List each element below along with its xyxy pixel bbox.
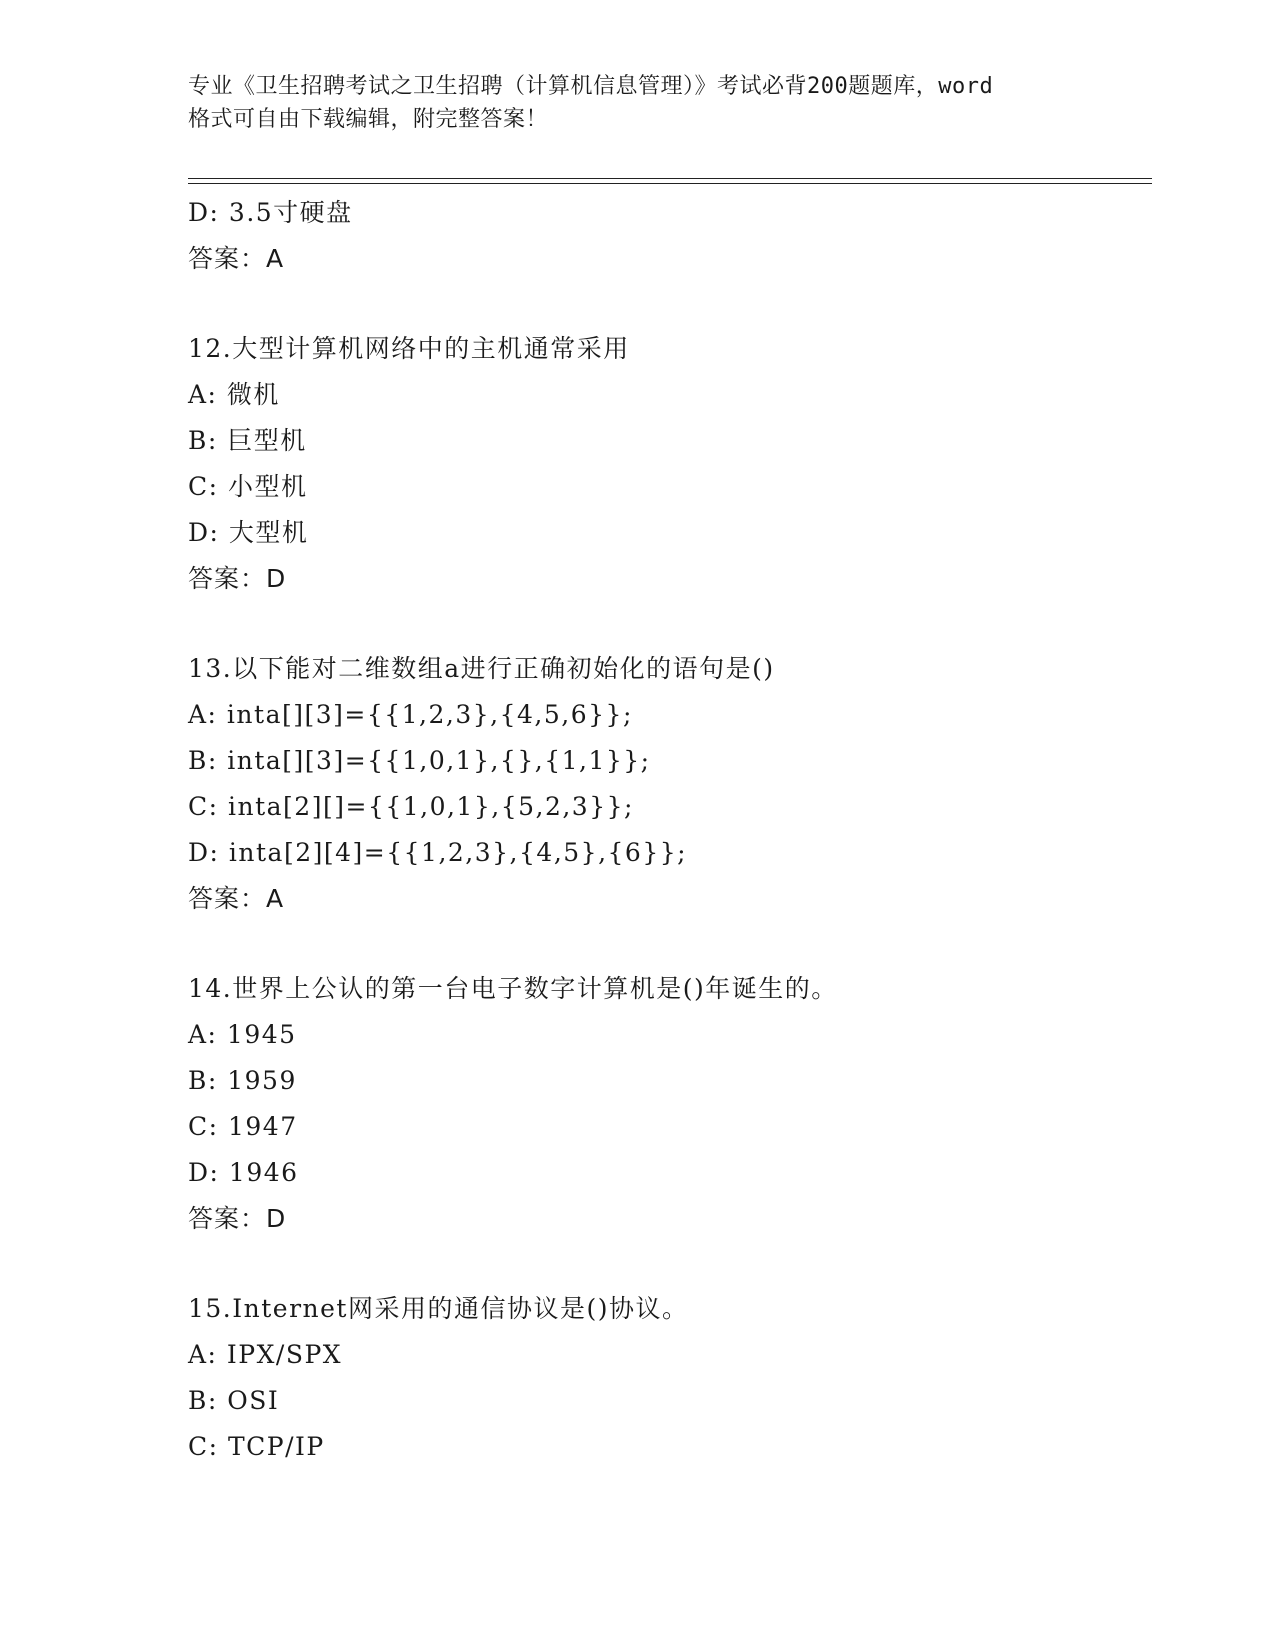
question-15-title: 15.Internet网采用的通信协议是()协议。 xyxy=(188,1294,689,1323)
answer-line: 答案：A xyxy=(188,244,285,273)
question-gap xyxy=(188,602,1148,646)
question-14-answer: 答案：D xyxy=(188,1204,287,1233)
question-14-title: 14.世界上公认的第一台电子数字计算机是()年诞生的。 xyxy=(188,974,838,1003)
question-12-option-c: C: 小型机 xyxy=(188,472,308,501)
question-gap xyxy=(188,922,1148,966)
question-15-option-b: B: OSI xyxy=(188,1386,280,1415)
document-header xyxy=(188,70,1088,136)
option-d: D: 3.5寸硬盘 xyxy=(188,198,353,227)
question-12-answer: 答案：D xyxy=(188,564,287,593)
question-14-option-d: D: 1946 xyxy=(188,1158,299,1187)
question-12-title: 12.大型计算机网络中的主机通常采用 xyxy=(188,334,630,363)
question-15-option-a: A: IPX/SPX xyxy=(188,1340,343,1369)
question-13-option-a: A: inta[][3]={{1,2,3},{4,5,6}}; xyxy=(188,700,633,729)
header-divider-top xyxy=(188,178,1152,179)
question-13-option-b: B: inta[][3]={{1,0,1},{},{1,1}}; xyxy=(188,746,651,775)
question-12-option-b: B: 巨型机 xyxy=(188,426,307,455)
question-13-option-d: D: inta[2][4]={{1,2,3},{4,5},{6}}; xyxy=(188,838,688,867)
question-14-option-a: A: 1945 xyxy=(188,1020,297,1049)
header-divider-bottom xyxy=(188,183,1152,184)
question-14-option-c: C: 1947 xyxy=(188,1112,298,1141)
header-title-line-1: 专业《卫生招聘考试之卫生招聘（计算机信息管理）》考试必背200题题库，word xyxy=(188,74,994,99)
question-12-option-a: A: 微机 xyxy=(188,380,280,409)
question-13-answer: 答案：A xyxy=(188,884,285,913)
question-12-option-d: D: 大型机 xyxy=(188,518,309,547)
question-list xyxy=(188,190,1148,1470)
question-gap xyxy=(188,282,1148,326)
question-13-title: 13.以下能对二维数组a进行正确初始化的语句是() xyxy=(188,654,775,683)
header-title-line-2: 格式可自由下载编辑，附完整答案！ xyxy=(188,107,549,132)
question-15-option-c: C: TCP/IP xyxy=(188,1432,325,1461)
question-14-option-b: B: 1959 xyxy=(188,1066,297,1095)
question-gap xyxy=(188,1242,1148,1286)
question-13-option-c: C: inta[2][]={{1,0,1},{5,2,3}}; xyxy=(188,792,634,821)
